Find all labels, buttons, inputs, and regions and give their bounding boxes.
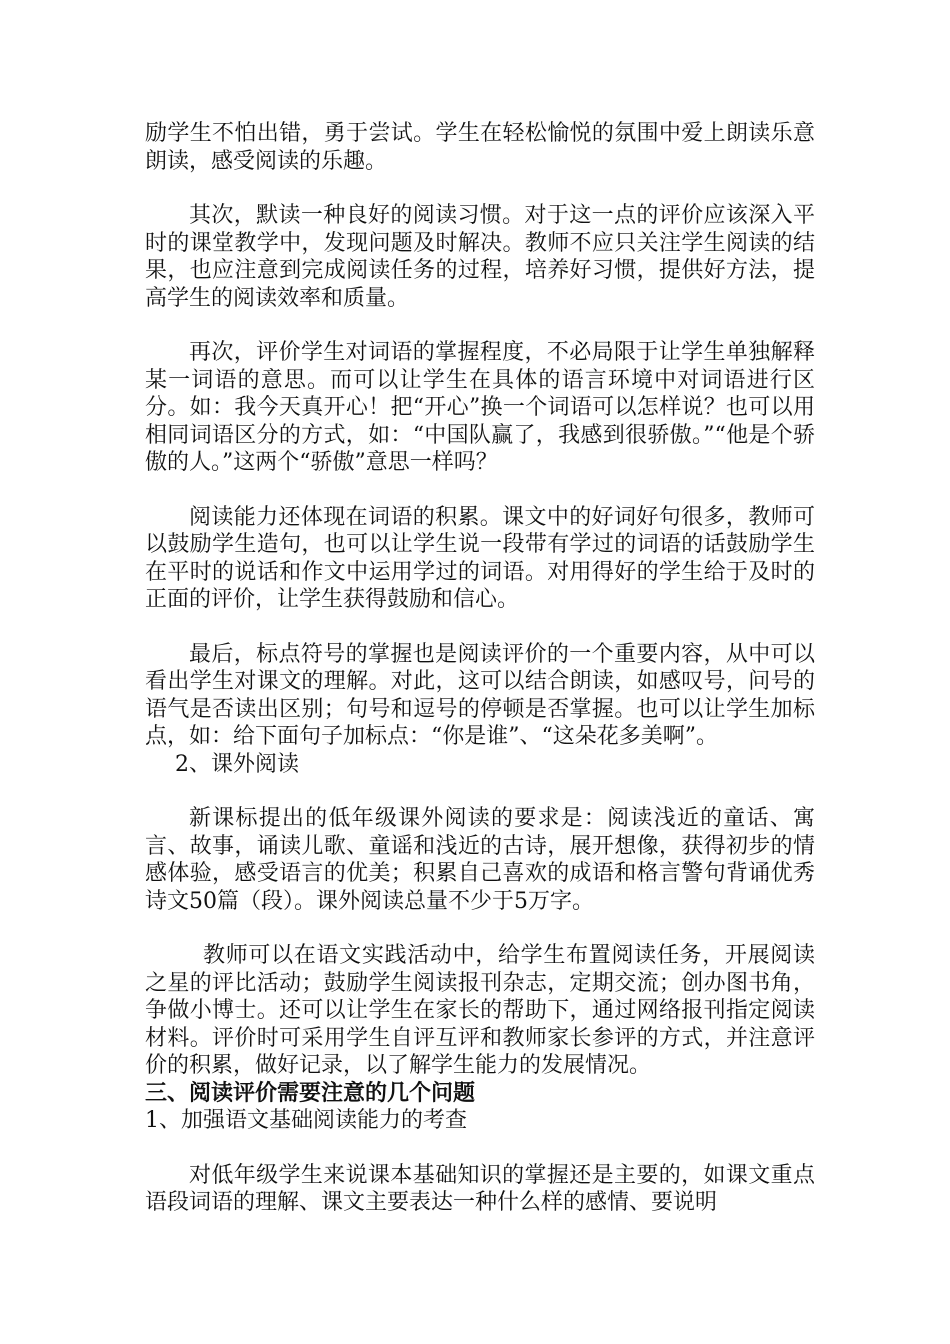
subheading-basic-reading: 1、加强语文基础阅读能力的考查: [145, 1108, 467, 1133]
paragraph-7: 教师可以在语文实践活动中，给学生布置阅读任务，开展阅读之星的评比活动；鼓励学生阅读报刊杂志，定期交流；创办图书角，争做小博士。还可以让学生在家长的帮助下，通过网络报刊指定阅读材料。评价时可采用学生自评互评和教师家长参评的方式，并注意评价的积累，做好记录，以了解学生能力的发展情况。: [145, 943, 815, 1078]
paragraph-1: 励学生不怕出错，勇于尝试。学生在轻松愉悦的氛围中爱上朗读乐意朗读，感受阅读的乐趣。: [145, 121, 815, 174]
paragraph-5: 最后，标点符号的掌握也是阅读评价的一个重要内容，从中可以看出学生对课文的理解。对此，这可以结合朗读，如感叹号，问号的语气是否读出区别；句号和逗号的停顿是否掌握。也可以让学生加标点，如：给下面句子加标点：“你是谁”、“这朵花多美啊”。: [145, 641, 815, 749]
paragraph-4: 阅读能力还体现在词语的积累。课文中的好词好句很多，教师可以鼓励学生造句，也可以让学生说一段带有学过的词语的话鼓励学生在平时的说话和作文中运用学过的词语。对用得好的学生给于及时的正面的评价，让学生获得鼓励和信心。: [145, 504, 815, 612]
subheading-extracurricular-reading: 2、课外阅读: [175, 751, 299, 777]
paragraph-3: 再次，评价学生对词语的掌握程度，不必局限于让学生单独解释某一词语的意思。而可以让学生在具体的语言环境中对词语进行区分。如：我今天真开心！把“开心”换一个词语可以怎样说？也可以用相同词语区分的方式，如：“中国队赢了，我感到很骄傲。”“他是个骄傲的人。”这两个“骄傲”意思一样吗？: [145, 340, 815, 475]
document-page: [145, 120, 815, 1217]
paragraph-6: 新课标提出的低年级课外阅读的要求是：阅读浅近的童话、寓言、故事，诵读儿歌、童谣和浅近的古诗，展开想像，获得初步的情感体验，感受语言的优美；积累自己喜欢的成语和格言警句背诵优秀诗文50篇（段）。课外阅读总量不少于5万字。: [145, 806, 815, 914]
section-heading-3: 三、阅读评价需要注意的几个问题: [145, 1080, 476, 1106]
paragraph-2: 其次，默读一种良好的阅读习惯。对于这一点的评价应该深入平时的课堂教学中，发现问题及时解决。教师不应只关注学生阅读的结果，也应注意到完成阅读任务的过程，培养好习惯，提供好方法，提高学生的阅读效率和质量。: [145, 203, 815, 311]
paragraph-8: 对低年级学生来说课本基础知识的掌握还是主要的，如课文重点语段词语的理解、课文主要表达一种什么样的感情、要说明: [145, 1162, 815, 1215]
